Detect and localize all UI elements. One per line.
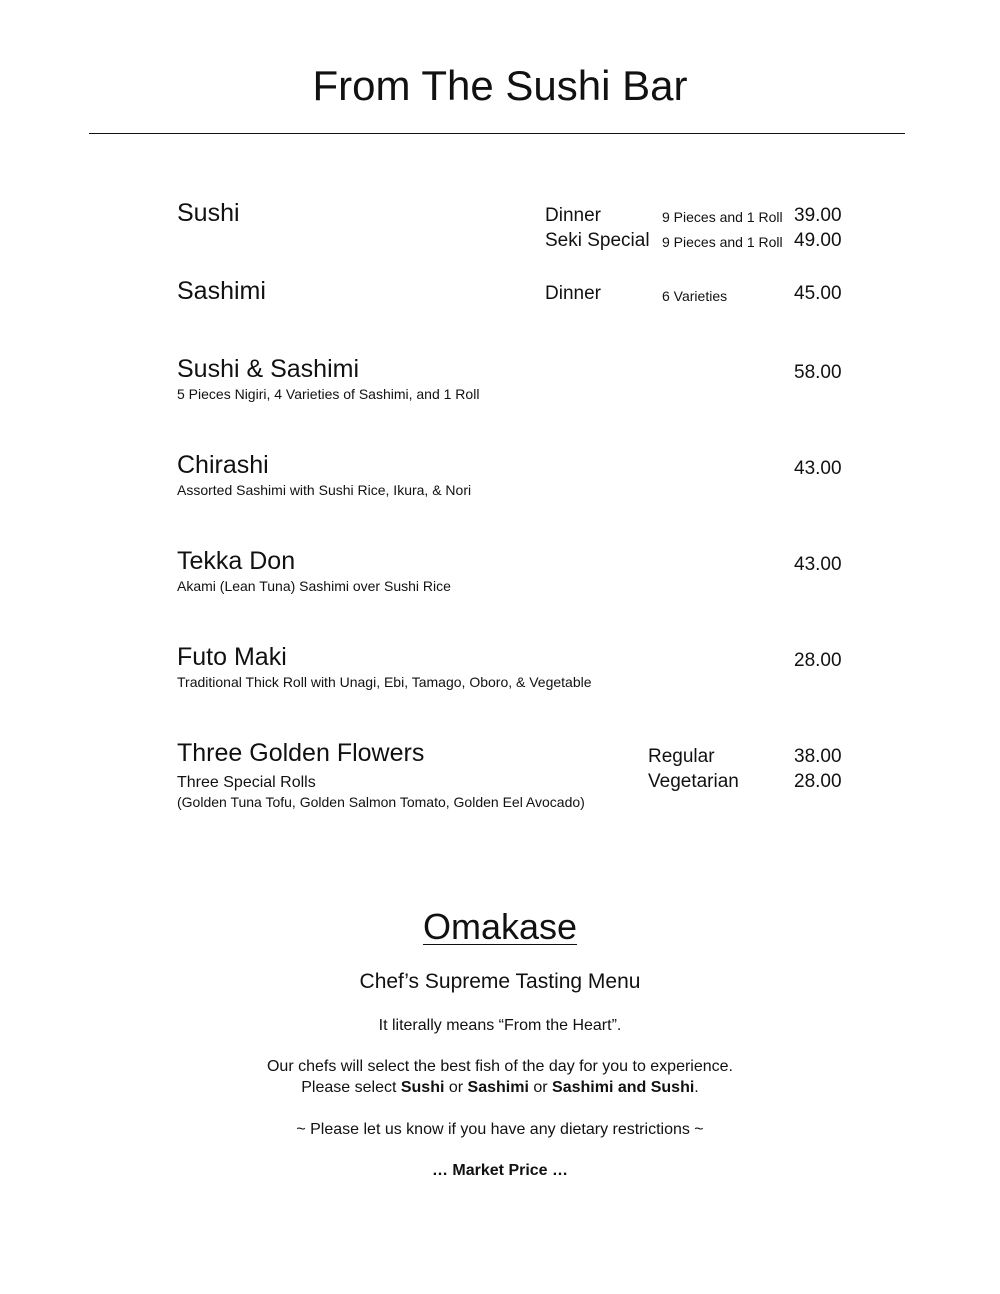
title-divider [89, 133, 905, 134]
omakase-heading: Omakase [422, 906, 578, 947]
omakase-dietary-note: ~ Please let us know if you have any dietary restrictions ~ [296, 1121, 704, 1138]
item-price: 28.00 [794, 650, 842, 671]
option-price: 45.00 [794, 283, 842, 304]
option-price: 39.00 [794, 205, 842, 226]
omakase-description: Our chefs will select the best fish of the day for you to experience. [266, 1058, 733, 1075]
item-name-tekka-don: Tekka Don [177, 547, 296, 575]
omakase-subtitle: Chef’s Supreme Tasting Menu [359, 970, 641, 993]
item-desc: Assorted Sashimi with Sushi Rice, Ikura, & Nori [177, 482, 472, 498]
option-price: 28.00 [794, 771, 842, 792]
omakase-meaning: It literally means “From the Heart”. [378, 1017, 622, 1034]
option-label: Seki Special [545, 230, 650, 251]
item-price: 58.00 [794, 362, 842, 383]
option-detail: 9 Pieces and 1 Roll [662, 234, 783, 250]
item-desc: Three Special Rolls [177, 774, 316, 791]
page-title: From The Sushi Bar [312, 62, 688, 109]
omakase-selection: Please select Sushi or Sashimi or Sashimi and Sushi. [301, 1079, 699, 1096]
item-name-sushi: Sushi [177, 199, 240, 227]
item-desc: (Golden Tuna Tofu, Golden Salmon Tomato, Golden Eel Avocado) [177, 794, 585, 810]
item-name-three-golden-flowers: Three Golden Flowers [177, 739, 425, 767]
option-label: Regular [648, 746, 715, 767]
option-label: Vegetarian [648, 771, 739, 792]
item-desc: 5 Pieces Nigiri, 4 Varieties of Sashimi, and 1 Roll [177, 386, 480, 402]
option-detail: 9 Pieces and 1 Roll [662, 209, 783, 225]
item-name-futo-maki: Futo Maki [177, 643, 287, 671]
item-name-chirashi: Chirashi [177, 451, 269, 479]
item-price: 43.00 [794, 554, 842, 575]
option-price: 38.00 [794, 746, 842, 767]
option-price: 49.00 [794, 230, 842, 251]
option-label: Dinner [545, 205, 601, 226]
item-name-sashimi: Sashimi [177, 277, 266, 305]
item-price: 43.00 [794, 458, 842, 479]
option-detail: 6 Varieties [662, 288, 728, 304]
item-desc: Traditional Thick Roll with Unagi, Ebi, Tamago, Oboro, & Vegetable [177, 674, 592, 690]
option-label: Dinner [545, 283, 601, 304]
item-desc: Akami (Lean Tuna) Sashimi over Sushi Rice [177, 578, 451, 594]
item-name-sushi-sashimi: Sushi & Sashimi [177, 355, 360, 383]
omakase-market-price: … Market Price … [431, 1162, 569, 1179]
